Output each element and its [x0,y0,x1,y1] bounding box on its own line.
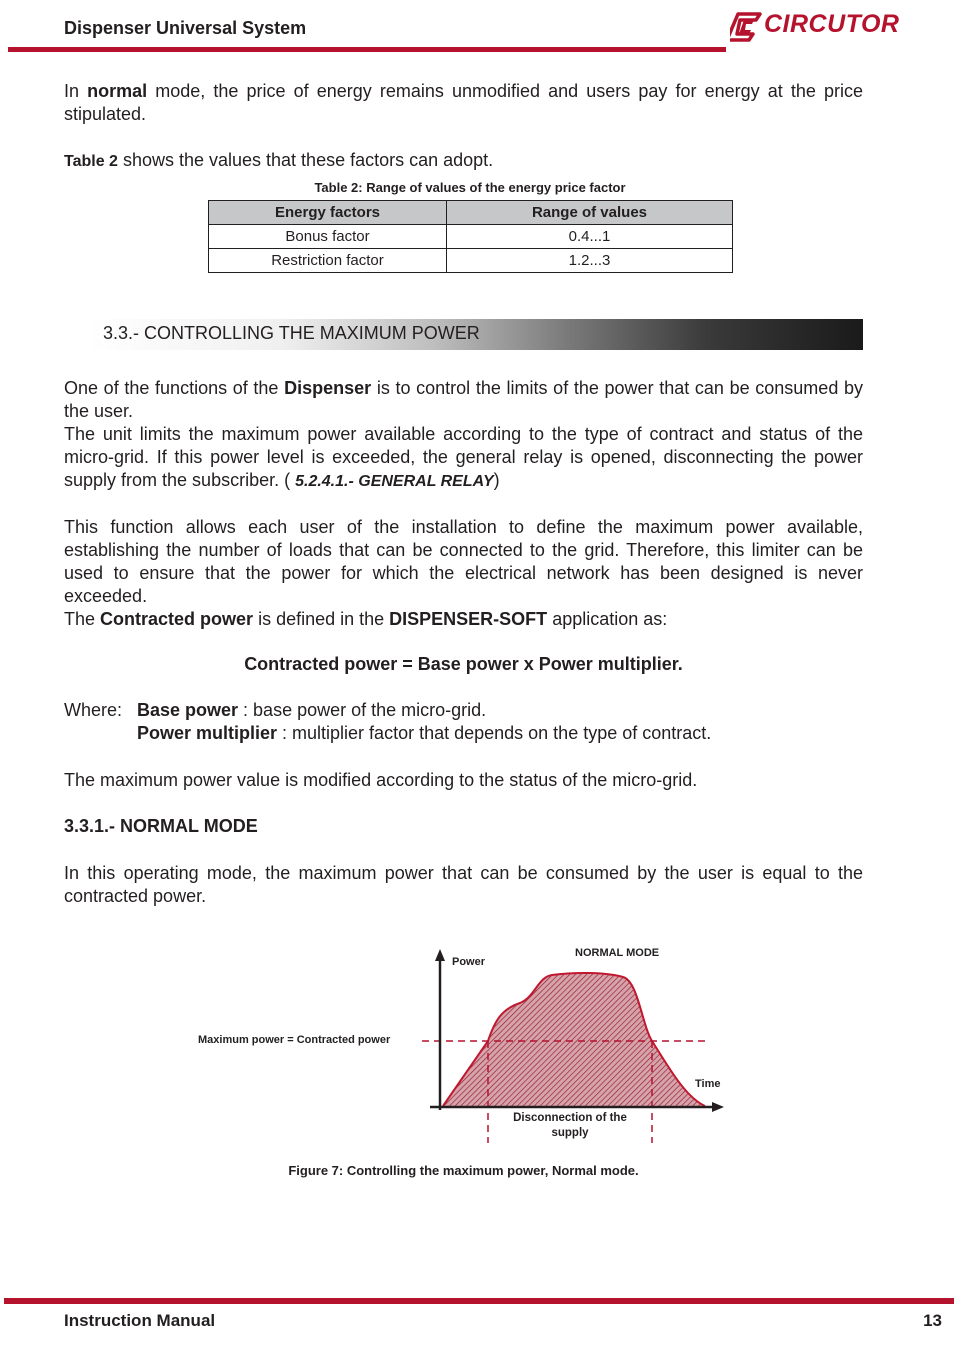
where-power-multiplier: Power multiplier : multiplier factor that depends on the type of contract. [137,723,712,743]
table-row [209,249,733,273]
body-paragraph-dispenser: One of the functions of the Dispenser is to control the limits of the power that can be consumed by the user. [64,378,864,421]
intro-paragraph-table-ref: Table 2 shows the values that these factors can adopt. [64,150,494,170]
table-header-cell: Range of values [447,201,733,225]
disconnection-label-line1: Disconnection of the [513,1112,627,1124]
table-caption: Table 2: Range of values of the energy price factor [314,180,626,195]
where-label: Where: [64,700,123,720]
footer-manual-title: Instruction Manual [64,1311,216,1330]
section-title: 3.3.- CONTROLLING THE MAXIMUM POWER [103,323,480,343]
max-power-label: Maximum power = Contracted power [198,1034,391,1046]
table-cell: Restriction factor [209,249,447,273]
normal-mode-diagram [190,935,750,1155]
header-rule [8,47,726,52]
table-cell: 1.2...3 [447,249,733,273]
table-row [209,225,733,249]
table-cell: Bonus factor [209,225,447,249]
energy-factors-table [208,200,733,273]
power-curve-area [443,973,705,1106]
x-axis-label: Time [695,1078,721,1090]
intro-paragraph-normal: In normal mode, the price of energy remains unmodified and users pay for energy at the price stipulated. [64,81,864,124]
diagram-title: NORMAL MODE [575,947,660,959]
body-paragraph-normal-mode: In this operating mode, the maximum power that can be consumed by the user is equal to the contracted power. [64,863,863,906]
x-axis-arrow [712,1102,724,1112]
table-header-row [209,201,733,225]
body-paragraph-status: The maximum power value is modified according to the status of the micro-grid. [64,770,698,790]
body-paragraph-contracted: The Contracted power is defined in the DISPENSER-SOFT application as: [64,609,668,629]
logo-text: CIRCUTOR [764,10,900,38]
body-paragraph-function: This function allows each user of the installation to define the maximum power available, establishing the number of loads that can be connected to the grid. Therefore, this limiter can be used to ensure that the power for which the electrical network has been designed is never exceeded. [64,517,863,606]
disconnection-label-line2: supply [551,1127,589,1139]
formula: Contracted power = Base power x Power multiplier. [244,654,683,674]
page-number: 13 [923,1311,942,1330]
y-axis-label: Power [452,956,486,968]
body-paragraph-limits: The unit limits the maximum power available according to the type of contract and status of the micro-grid. If this power level is exceeded, the general relay is opened, disconnecting the power supply from the subscriber. ( 5.2.4.1.- GENERAL RELAY) [64,424,863,490]
header-title: Dispenser Universal System [64,18,307,38]
subsection-title: 3.3.1.- NORMAL MODE [64,816,258,836]
cross-reference-link[interactable]: 5.2.4.1.- GENERAL RELAY [295,473,494,490]
figure-caption: Figure 7: Controlling the maximum power, Normal mode. [288,1163,639,1178]
y-axis-arrow [435,949,445,961]
table-cell: 0.4...1 [447,225,733,249]
footer-rule [4,1298,954,1304]
where-base-power: Base power : base power of the micro-grid. [137,700,487,720]
table-header-cell: Energy factors [209,201,447,225]
